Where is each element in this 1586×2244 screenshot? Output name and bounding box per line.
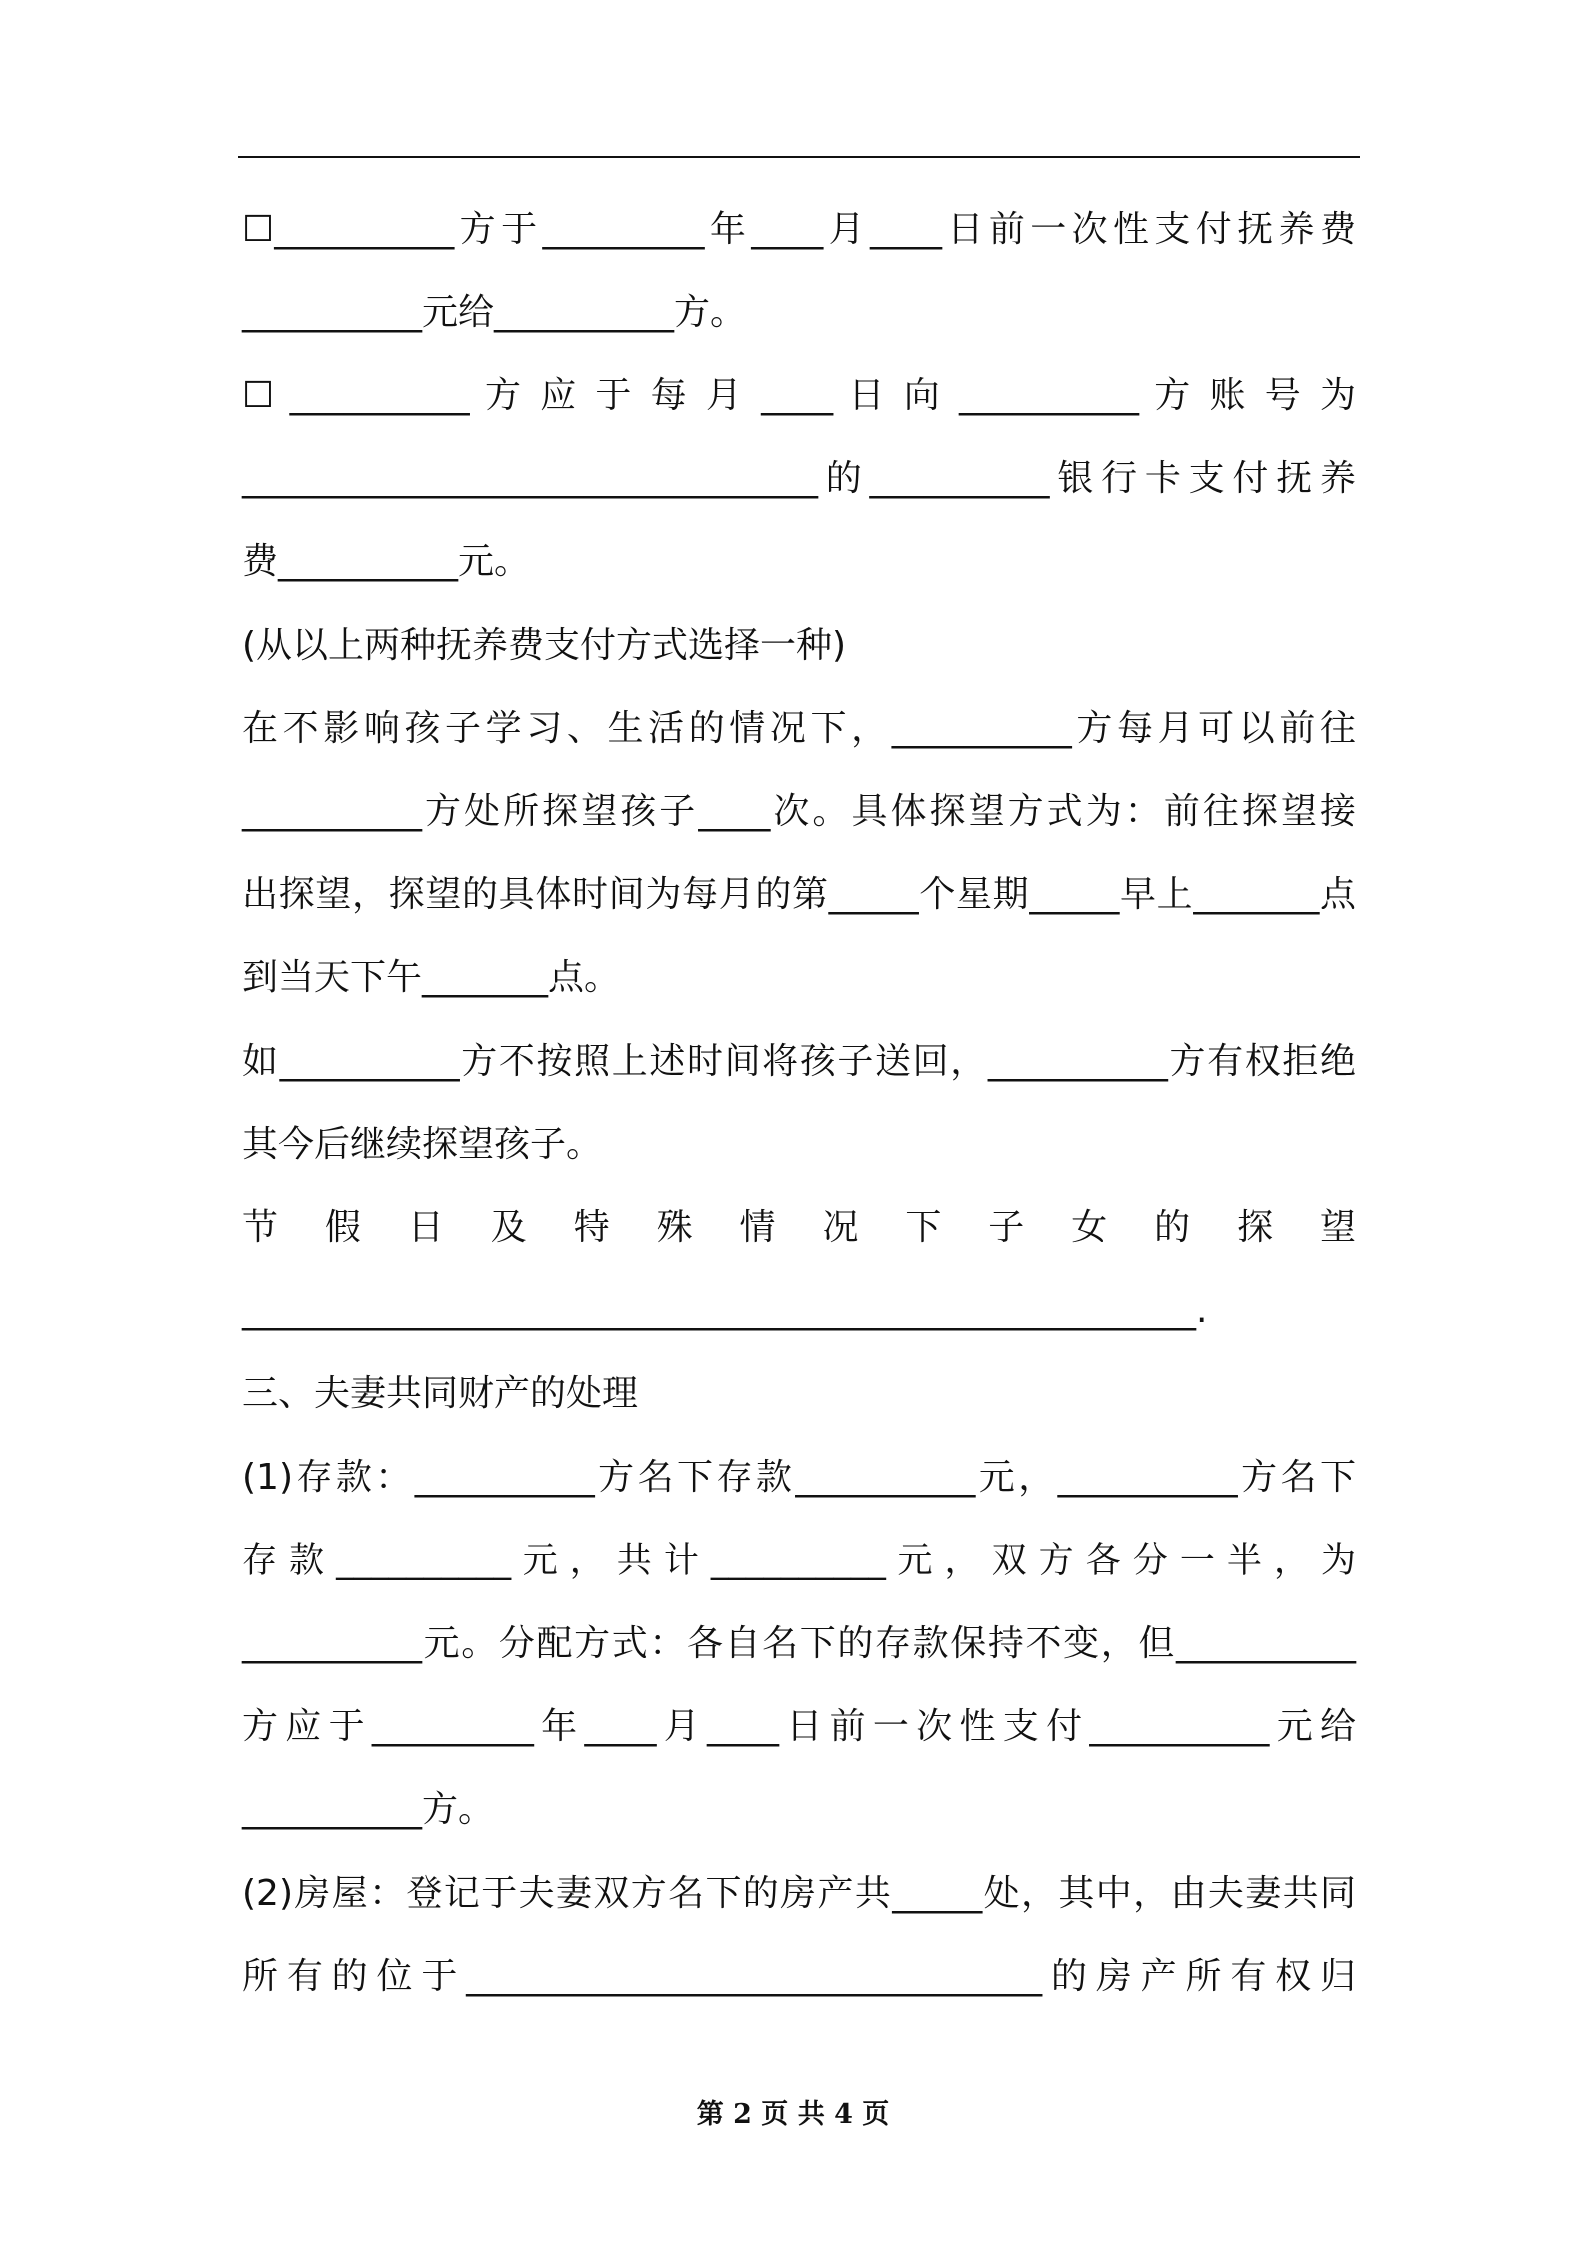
text-line: 所有的位于________________________________的房产所有权归 — [242, 1956, 1356, 1997]
text-line: (从以上两种抚养费支付方式选择一种) — [242, 625, 847, 666]
text-line: (2)房屋：登记于夫妻双方名下的房产共_____处，其中，由夫妻共同 — [242, 1873, 1356, 1914]
text-line: _____________________________________________________. — [242, 1290, 1208, 1331]
text-line: 如__________方不按照上述时间将孩子送回，__________方有权拒绝 — [242, 1041, 1356, 1082]
text-line: __________方。 — [242, 1789, 495, 1830]
section-heading: 三、夫妻共同财产的处理 — [242, 1373, 639, 1414]
text-line: 在不影响孩子学习、生活的情况下，__________方每月可以前往 — [242, 708, 1356, 749]
text-line: __________元给__________方。 — [242, 292, 747, 333]
text-line: 节 假 日 及 特 殊 情 况 下 子 女 的 探 望 — [242, 1207, 1356, 1248]
header-rule — [238, 156, 1360, 158]
text-line: __________元。分配方式：各自名下的存款保持不变，但__________ — [242, 1623, 1356, 1664]
text-line: 到当天下午_______点。 — [242, 957, 621, 998]
text-line: (1)存款：__________方名下存款__________元，__________方名下 — [242, 1457, 1356, 1498]
text-line: ☐__________方于_________年____月____日前一次性支付抚养费 — [242, 209, 1356, 250]
text-line: ________________________________的__________银行卡支付抚养 — [242, 458, 1356, 499]
text-line: ☐ __________ 方 应 于 每 月 ____ 日 向 __________ 方 账 号 为 — [242, 375, 1356, 416]
text-line: __________方处所探望孩子____次。具体探望方式为：前往探望接 — [242, 791, 1356, 832]
text-line: 出探望，探望的具体时间为每月的第_____个星期_____早上_______点 — [242, 874, 1356, 915]
text-line: 方应于_________年____月____日前一次性支付__________元给 — [242, 1706, 1356, 1747]
text-line: 其今后继续探望孩子。 — [242, 1124, 603, 1165]
page-number: 第 2 页 共 4 页 — [696, 2099, 890, 2130]
text-line: 费__________元。 — [242, 541, 531, 582]
text-line: 存 款 __________ 元 ， 共 计 __________ 元 ， 双 方 各 分 一 半 ， 为 — [242, 1541, 1356, 1581]
